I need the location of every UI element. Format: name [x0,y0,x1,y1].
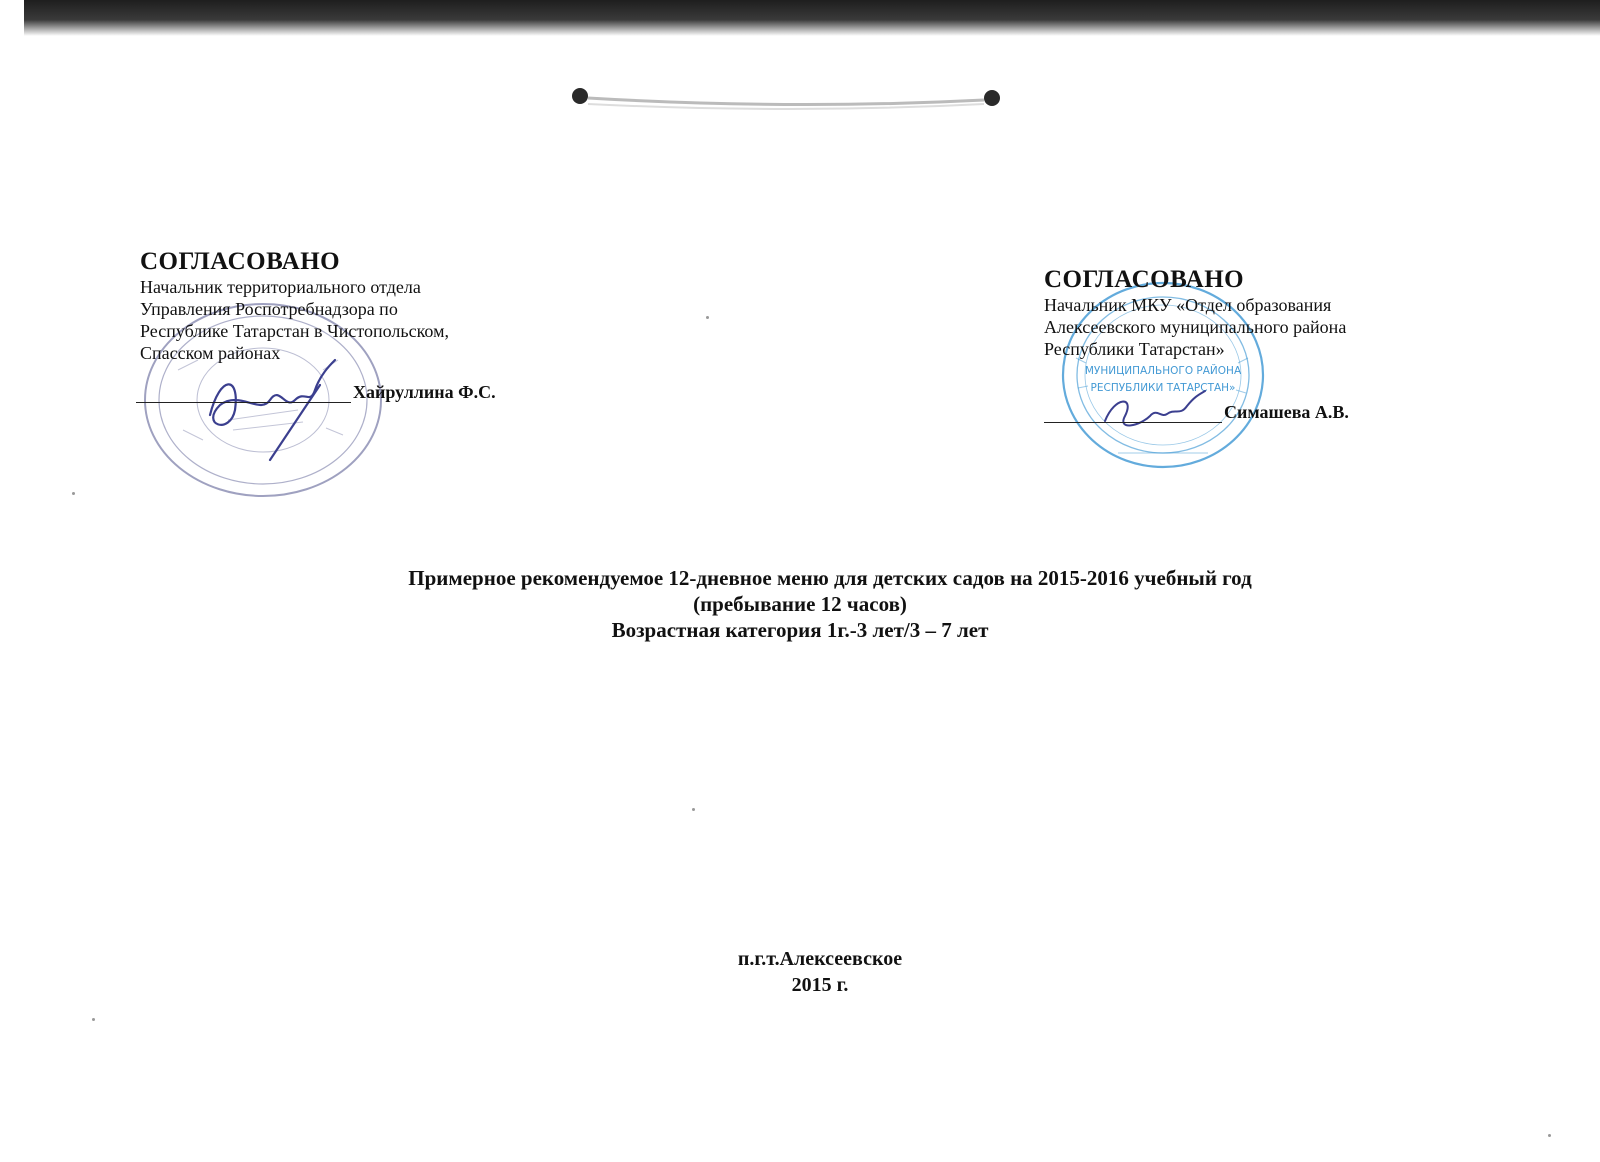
approval-left-signatory: Хайруллина Ф.С. [353,382,496,402]
approval-right [1044,266,1349,423]
heading-line-3: Возрастная категория 1г.-3 лет/3 – 7 лет [611,618,989,642]
approval-left-line-1: Начальник территориального отдела [140,277,421,297]
approval-left-line-4: Спасском районах [140,343,281,363]
stamp-right-line-2: РЕСПУБЛИКИ ТАТАРСТАН» [1090,382,1236,394]
approval-right-signatory: Симашева А.В. [1224,402,1349,422]
approval-left [140,248,496,403]
scan-speck [92,1018,95,1021]
footer-year: 2015 г. [791,974,849,996]
signature-rule [136,382,351,403]
document-heading [0,565,1600,643]
scan-speck [706,316,709,319]
approval-left-line-2: Управления Роспотребнадзора по [140,299,398,319]
stamp-right-line-1: МУНИЦИПАЛЬНОГО РАЙОНА [1084,365,1242,377]
approval-right-line-3: Республики Татарстан» [1044,339,1225,359]
approval-left-signature-line [136,382,496,403]
approval-right-line-1: Начальник МКУ «Отдел образования [1044,295,1332,315]
heading-line-1: Примерное рекомендуемое 12-дневное меню для детских садов на 2015-2016 учебный год [408,566,1252,590]
scan-speck [1548,1134,1551,1137]
document-footer [0,946,1600,998]
scan-speck [692,808,695,811]
heading-line-2: (пребывание 12 часов) [693,592,907,616]
scan-edge [24,0,1600,36]
approval-right-signature-line [1044,402,1349,423]
scan-speck [72,492,75,495]
approval-right-title: СОГЛАСОВАНО [1044,266,1245,293]
approval-right-line-2: Алексеевского муниципального района [1044,317,1347,337]
approval-left-title: СОГЛАСОВАНО [140,248,341,275]
binding-holes [560,84,1020,124]
signature-rule [1044,402,1222,423]
footer-place: п.г.т.Алексеевское [737,948,903,970]
approval-left-line-3: Республике Татарстан в Чистопольском, [140,321,449,341]
